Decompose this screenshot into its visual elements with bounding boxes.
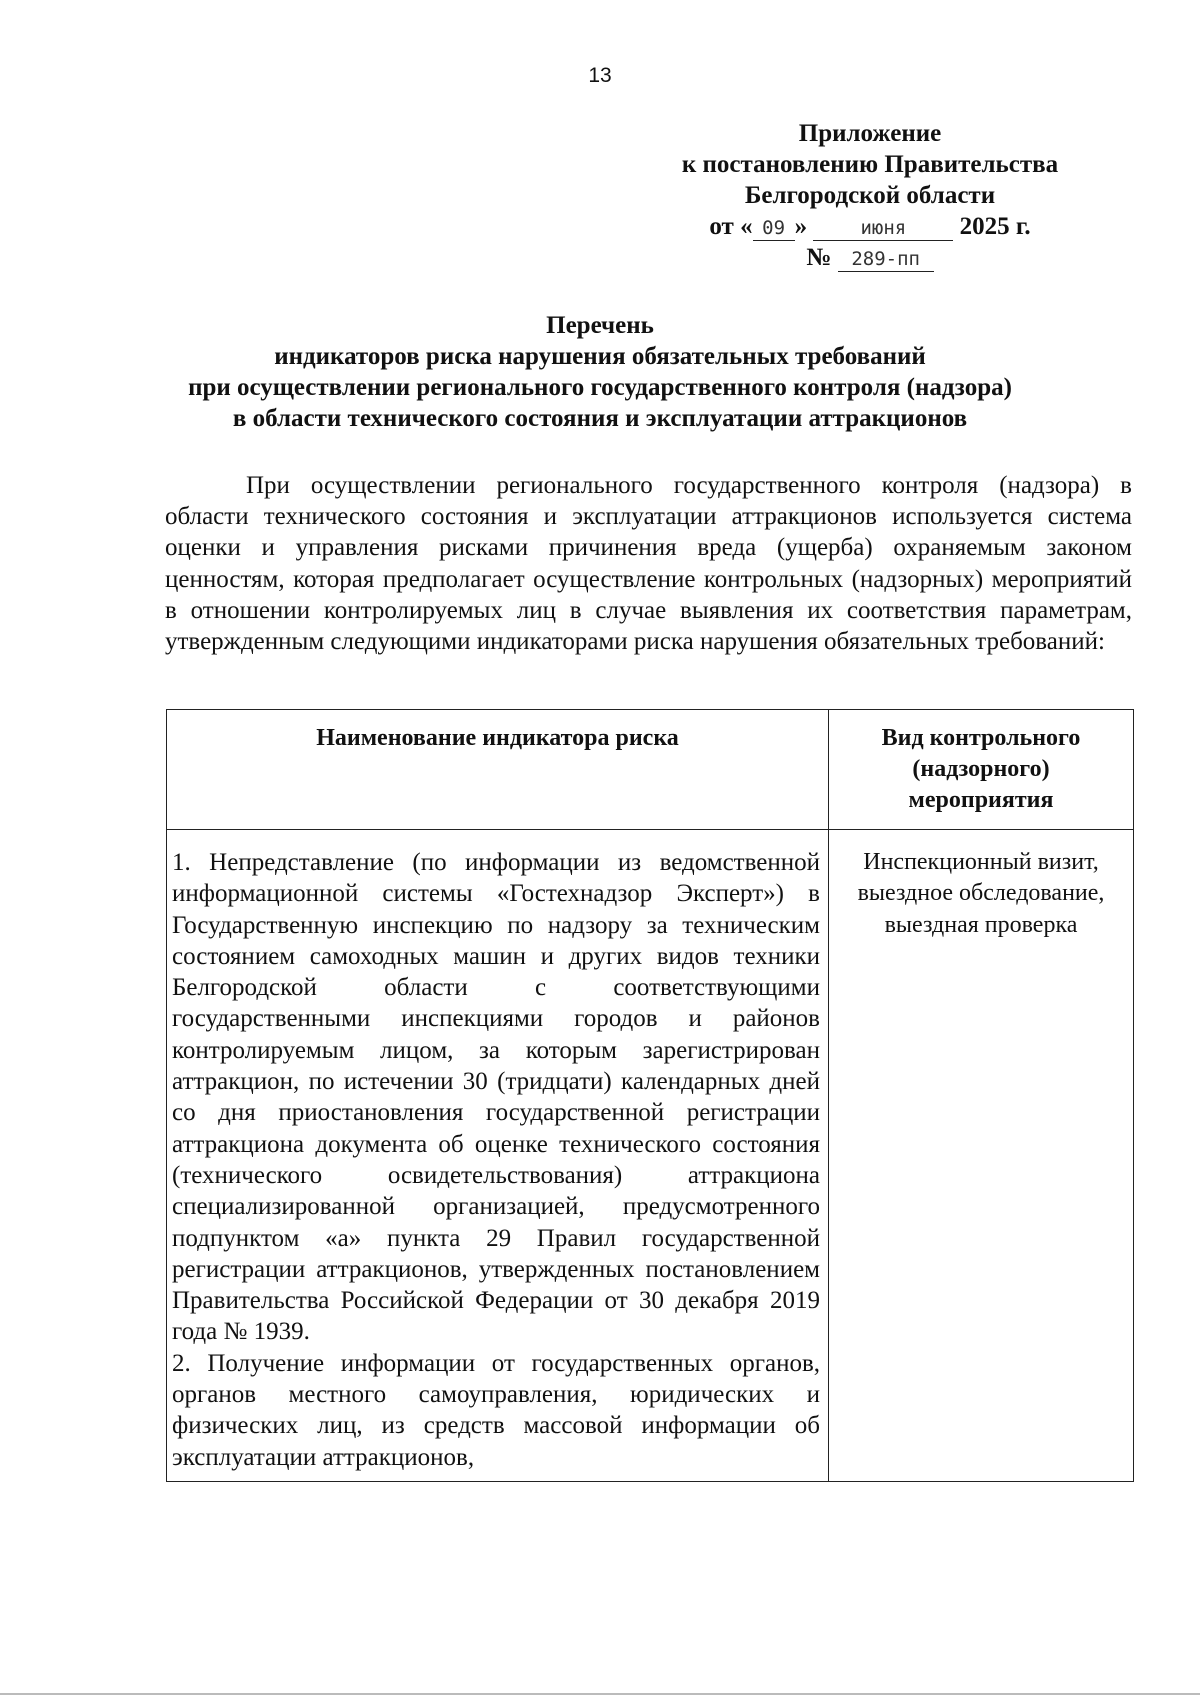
intro-paragraph: При осуществлении регионального государственного контроля (надзора) в области технического состояния и эксплуатации аттракционов используется система оценки и управления рисками причинения вреда (ущерба) охраняемым законом ценностям, которая предполагает осуществление контрольных (надзорных) мероприятий в отношении контролируемых лиц в случае выявления их соответствия параметрам, утвержденным следующими индикаторами риска нарушения обязательных требований:: [165, 472, 1132, 656]
indicator-2: 2. Получение информации от государственных органов, органов местного самоуправления, юридических и физических лиц, из средств массовой информации об эксплуатации аттракционов,: [172, 1349, 820, 1471]
title-line-2: индикаторов риска нарушения обязательных требований: [274, 343, 926, 370]
table-header-row: [167, 710, 1134, 830]
approval-title: Приложение: [798, 120, 942, 147]
header-indicator-name: Наименование индикатора риска: [167, 710, 829, 830]
date-year: 2025 г.: [959, 213, 1031, 240]
date-month: июня: [813, 216, 953, 241]
approval-stamp: [640, 118, 1100, 273]
number-prefix: №: [806, 244, 832, 271]
indicator-1: 1. Непредставление (по информации из ведомственной информационной системы «Гостехнадзор Эксперт») в Государственную инспекцию по надзору за техническим состоянием самоходных машин и других видов техники Белгородской области с соответствующими государственными инспекциями городов и районов контролируемым лицом, за которым зарегистрирован аттракцион, по истечении 30 (тридцати) календарных дней со дня приостановления государственной регистрации аттракциона документа об оценке технического состояния (технического освидетельствования) аттракциона специализированной организацией, предусмотренного подпунктом «а» пункта 29 Правил государственной регистрации аттракционов, утвержденных постановлением Правительства Российской Федерации от 30 декабря 2019 года № 1939.: [172, 849, 820, 1346]
approval-number: [640, 242, 1100, 273]
approval-date: [640, 211, 1100, 242]
indicators-cell: [167, 830, 829, 1482]
number-value: 289-пп: [838, 247, 934, 272]
page-bottom-edge: [0, 1693, 1200, 1695]
approval-decree: к постановлению Правительства: [681, 151, 1059, 178]
table-row: [167, 830, 1134, 1482]
title-line-3: при осуществлении регионального государственного контроля (надзора): [188, 374, 1012, 401]
date-day: 09: [753, 216, 795, 241]
date-prefix: от «: [709, 213, 753, 240]
header-measure-type: Вид контрольного (надзорного) мероприятия: [829, 710, 1134, 830]
approval-region: Белгородской области: [744, 182, 996, 209]
risk-indicators-table: [166, 709, 1134, 1482]
document-title: [120, 310, 1080, 434]
title-line-4: в области технического состояния и эксплуатации аттракционов: [232, 405, 968, 432]
date-mid: »: [794, 213, 808, 240]
measure-cell: Инспекционный визит, выездное обследование, выездная проверка: [829, 830, 1134, 1482]
title-line-1: Перечень: [546, 312, 654, 339]
page-number: 13: [588, 64, 612, 87]
